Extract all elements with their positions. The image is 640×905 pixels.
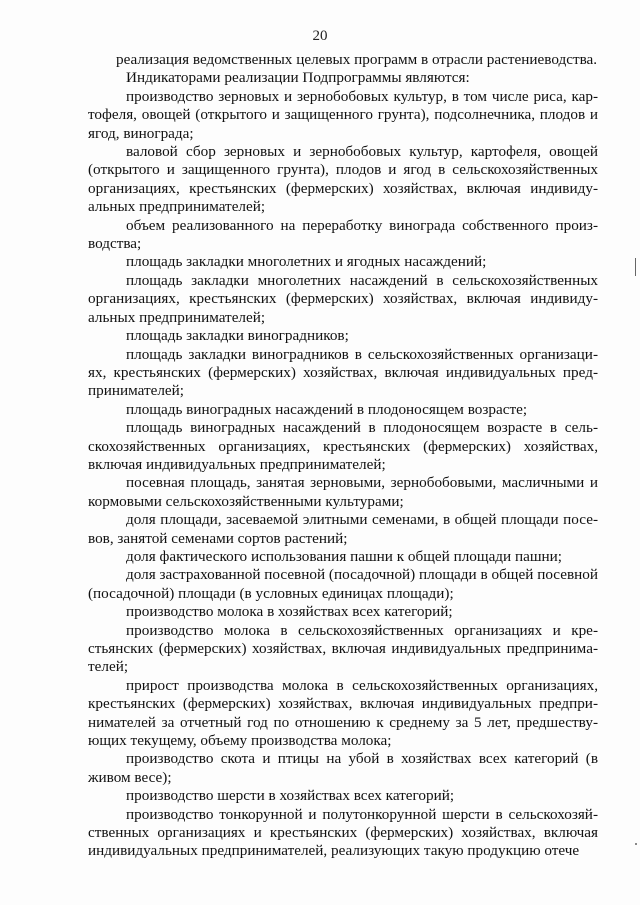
paragraph-indicator: площадь закладки виноградников в сельскохозяйственных организациях, крестьянских (фермерских) хозяйствах, включая индивидуальных предпринимателей; xyxy=(88,345,598,400)
paragraph-indicator: доля застрахованной посевной (посадочной) площади в общей посевной (посадочной) площади (в условных единицах площади); xyxy=(88,566,598,602)
paragraph-indicator: площадь закладки многолетних и ягодных насаждений; xyxy=(126,253,487,271)
scan-edge-mark xyxy=(635,258,636,276)
paragraph-indicator: производство зерновых и зернобобовых культур, в том числе риса, картофеля, овощей (открытого и защищенного грунта), подсолнечника, плодов и ягод, винограда; xyxy=(88,87,598,142)
paragraph-indicator: производство шерсти в хозяйствах всех категорий; xyxy=(126,787,455,805)
paragraph-continuation: реализация ведомственных целевых программ в отрасли растениеводства. xyxy=(116,51,598,68)
document-body xyxy=(88,51,598,861)
paragraph-indicator: доля площади, засеваемой элитными семенами, в общей площади посевов, занятой семенами сортов растений; xyxy=(88,511,598,547)
paragraph-indicator: посевная площадь, занятая зерновыми, зернобобовыми, масличными и кормовыми сельскохозяйственными культурами; xyxy=(88,474,598,510)
paragraph-indicator: валовой сбор зерновых и зернобобовых культур, картофеля, овощей (открытого и защищенного грунта), плодов и ягод в сельскохозяйственных организациях, крестьянских (фермерских) хозяйствах, включая индивидуальных предпринимателей; xyxy=(88,143,598,216)
paragraph-indicator: производство молока в сельскохозяйственных организациях и крестьянских (фермерских) хозяйствах, включая индивидуальных предпринимателей; xyxy=(88,621,598,676)
paragraph-indicator: производство молока в хозяйствах всех категорий; xyxy=(126,603,453,621)
paragraph-indicator: производство скота и птицы на убой в хозяйствах всех категорий (в живом весе); xyxy=(88,750,598,786)
paragraph-indicators-heading: Индикаторами реализации Подпрограммы являются: xyxy=(126,69,470,87)
paragraph-indicator: площадь виноградных насаждений в плодоносящем возрасте; xyxy=(126,400,528,418)
paragraph-indicator: площадь закладки виноградников; xyxy=(126,327,349,345)
paragraph-indicator: производство тонкорунной и полутонкорунной шерсти в сельскохозяйственных организациях и крестьянских (фермерских) хозяйствах, включая индивидуальных предпринимателей, реализующих такую продукцию отече xyxy=(88,805,598,860)
paragraph-indicator: площадь виноградных насаждений в плодоносящем возрасте в сельскохозяйственных организациях, крестьянских (фермерских) хозяйствах, включая индивидуальных предпринимателей; xyxy=(88,419,598,473)
scan-edge-dot xyxy=(635,843,637,845)
paragraph-indicator: площадь закладки многолетних насаждений в сельскохозяйственных организациях, крестьянских (фермерских) хозяйствах, включая индивидуальных предпринимателей; xyxy=(88,271,598,326)
paragraph-indicator: объем реализованного на переработку винограда собственного производства; xyxy=(88,216,598,253)
paragraph-indicator: доля фактического использования пашни к общей площади пашни; xyxy=(126,547,562,565)
page-number: 20 xyxy=(312,28,328,44)
paragraph-indicator: прирост производства молока в сельскохозяйственных организациях, крестьянских (фермерских) хозяйствах, включая индивидуальных предпринимателей за отчетный год по отношению к среднему за 5 лет, предшествующих текущему, объему производства молока; xyxy=(88,676,598,750)
